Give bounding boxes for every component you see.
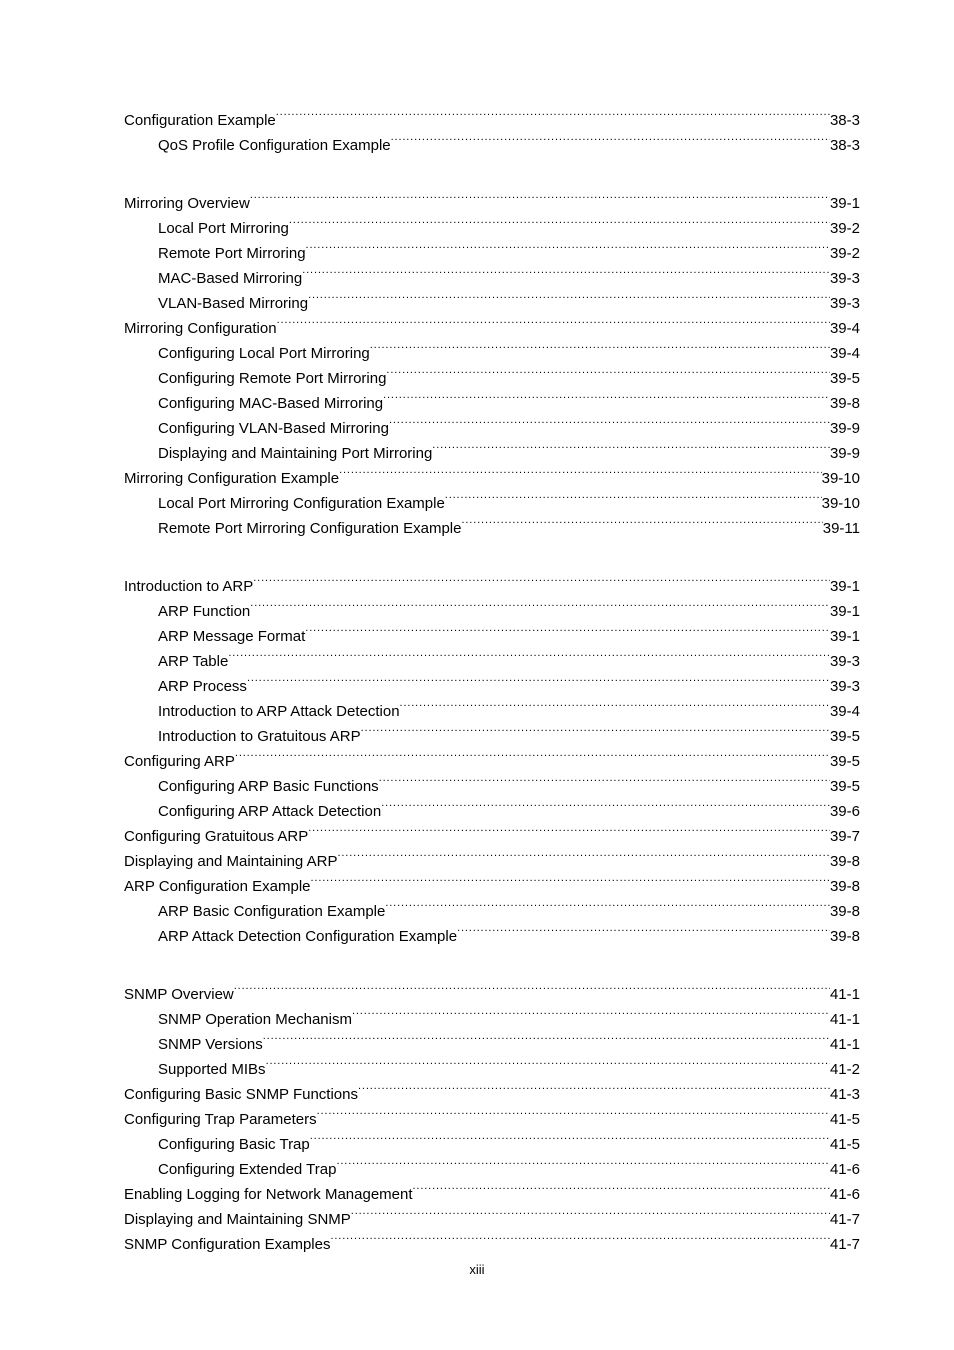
toc-entry-title: Configuring VLAN-Based Mirroring xyxy=(158,420,389,437)
toc-entry-page: 41-6 xyxy=(829,1161,860,1178)
toc-entry-title: Configuring Basic SNMP Functions xyxy=(124,1086,358,1103)
toc-entry-title: Configuration Example xyxy=(124,112,276,129)
toc-entry-title: ARP Attack Detection Configuration Example xyxy=(158,928,458,945)
toc-entry-page: 39-8 xyxy=(829,903,860,920)
toc-dot-leader xyxy=(308,816,830,841)
toc-entry-title: Displaying and Maintaining SNMP xyxy=(124,1211,351,1228)
toc-entry-page: 39-6 xyxy=(829,803,860,820)
toc-dot-leader xyxy=(457,916,830,941)
toc-entry-title: Introduction to ARP xyxy=(124,578,254,595)
toc-entry-page: 39-1 xyxy=(829,603,860,620)
toc-entry-page: 39-10 xyxy=(821,470,860,487)
toc-dot-leader xyxy=(400,691,830,716)
toc-dot-leader xyxy=(337,841,830,866)
toc-entry-title: SNMP Operation Mechanism xyxy=(158,1011,352,1028)
toc-entry-page: 39-3 xyxy=(829,270,860,287)
toc-entry-title: Local Port Mirroring xyxy=(158,220,289,237)
toc-entry-page: 41-3 xyxy=(829,1086,860,1103)
toc-entry-title: Configuring Local Port Mirroring xyxy=(158,345,370,362)
toc-entry-title: Configuring ARP xyxy=(124,753,235,770)
toc-entry-title: Configuring MAC-Based Mirroring xyxy=(158,395,384,412)
toc-entry-title: Enabling Logging for Network Management xyxy=(124,1186,413,1203)
toc-entry-title: Configuring Basic Trap xyxy=(158,1136,310,1153)
toc-entry-title: Introduction to Gratuitous ARP xyxy=(158,728,361,745)
toc-entry[interactable] xyxy=(124,100,860,129)
toc-entry-title: Configuring Gratuitous ARP xyxy=(124,828,309,845)
toc-section xyxy=(124,974,860,1253)
toc-entry-page: 39-5 xyxy=(829,370,860,387)
toc-dot-leader xyxy=(289,208,830,233)
toc-dot-leader xyxy=(228,641,830,666)
toc-entry-title: Configuring ARP Basic Functions xyxy=(158,778,379,795)
toc-entry-page: 39-11 xyxy=(822,520,860,537)
toc-entry-page: 39-10 xyxy=(821,495,860,512)
toc-entry-page: 39-7 xyxy=(829,828,860,845)
toc-dot-leader xyxy=(358,1074,830,1099)
toc-entry-page: 41-7 xyxy=(829,1211,860,1228)
toc-dot-leader xyxy=(385,891,830,916)
toc-entry-page: 39-4 xyxy=(829,703,860,720)
toc-entry-page: 39-1 xyxy=(829,578,860,595)
toc-entry[interactable] xyxy=(124,183,860,212)
toc-entry-page: 41-7 xyxy=(829,1236,860,1253)
toc-entry-page: 39-4 xyxy=(829,345,860,362)
toc-dot-leader xyxy=(432,433,830,458)
toc-dot-leader xyxy=(305,616,830,641)
toc-dot-leader xyxy=(317,1099,830,1124)
toc-entry-page: 38-3 xyxy=(829,137,860,154)
toc-dot-leader xyxy=(352,999,830,1024)
toc-dot-leader xyxy=(306,233,830,258)
toc-entry-title: Configuring Remote Port Mirroring xyxy=(158,370,387,387)
toc-entry-title: Introduction to ARP Attack Detection xyxy=(158,703,400,720)
toc-entry-title: Remote Port Mirroring Configuration Example xyxy=(158,520,462,537)
toc-dot-leader xyxy=(445,483,822,508)
toc-entry-page: 39-8 xyxy=(829,928,860,945)
toc-entry-page: 39-1 xyxy=(829,628,860,645)
toc-entry-title: Remote Port Mirroring xyxy=(158,245,306,262)
toc-entry-title: SNMP Versions xyxy=(158,1036,263,1053)
toc-dot-leader xyxy=(250,183,830,208)
toc-entry-title: QoS Profile Configuration Example xyxy=(158,137,391,154)
toc-dot-leader xyxy=(310,1124,830,1149)
toc-dot-leader xyxy=(361,716,830,741)
toc-dot-leader xyxy=(302,258,830,283)
toc-entry-page: 38-3 xyxy=(829,112,860,129)
toc-entry-page: 41-5 xyxy=(829,1111,860,1128)
toc-entry-title: Mirroring Configuration Example xyxy=(124,470,340,487)
toc-entry-title: SNMP Overview xyxy=(124,986,234,1003)
toc-entry-page: 39-8 xyxy=(829,395,860,412)
toc-entry-page: 41-1 xyxy=(829,1011,860,1028)
toc-entry-title: ARP Function xyxy=(158,603,251,620)
toc-dot-leader xyxy=(263,1024,830,1049)
toc-entry-title: Configuring Trap Parameters xyxy=(124,1111,317,1128)
toc-entry-page: 39-1 xyxy=(829,195,860,212)
toc-dot-leader xyxy=(336,1149,830,1174)
toc-entry-title: Displaying and Maintaining ARP xyxy=(124,853,338,870)
toc-dot-leader xyxy=(276,100,830,125)
toc-dot-leader xyxy=(381,791,830,816)
toc-section xyxy=(124,566,860,945)
toc-dot-leader xyxy=(235,741,830,766)
toc-entry-title: ARP Process xyxy=(158,678,247,695)
toc-entry-page: 39-4 xyxy=(829,320,860,337)
toc-entry-page: 41-1 xyxy=(829,986,860,1003)
toc-entry-title: ARP Table xyxy=(158,653,229,670)
toc-entry-title: MAC-Based Mirroring xyxy=(158,270,303,287)
toc-entry-page: 39-2 xyxy=(829,245,860,262)
table-of-contents xyxy=(124,100,860,1253)
toc-entry-page: 39-9 xyxy=(829,445,860,462)
toc-dot-leader xyxy=(266,1049,830,1074)
toc-subentry[interactable] xyxy=(124,999,860,1028)
toc-entry-page: 41-6 xyxy=(829,1186,860,1203)
toc-dot-leader xyxy=(370,333,830,358)
page-number: xiii xyxy=(469,1262,485,1277)
toc-entry-page: 39-8 xyxy=(829,853,860,870)
toc-dot-leader xyxy=(386,358,830,383)
toc-entry-title: Displaying and Maintaining Port Mirroring xyxy=(158,445,433,462)
toc-entry-page: 41-2 xyxy=(829,1061,860,1078)
toc-dot-leader xyxy=(379,766,830,791)
toc-dot-leader xyxy=(308,283,830,308)
toc-subentry[interactable] xyxy=(124,641,860,670)
toc-dot-leader xyxy=(461,508,822,533)
toc-dot-leader xyxy=(351,1199,830,1224)
toc-entry-title: ARP Configuration Example xyxy=(124,878,311,895)
toc-subentry[interactable] xyxy=(124,666,860,695)
toc-entry-title: Configuring ARP Attack Detection xyxy=(158,803,382,820)
toc-entry-page: 39-8 xyxy=(829,878,860,895)
toc-dot-leader xyxy=(383,383,830,408)
toc-entry-title: Mirroring Overview xyxy=(124,195,250,212)
toc-entry-title: VLAN-Based Mirroring xyxy=(158,295,309,312)
toc-dot-leader xyxy=(391,125,830,150)
toc-dot-leader xyxy=(339,458,822,483)
toc-entry-page: 39-9 xyxy=(829,420,860,437)
toc-entry-page: 39-3 xyxy=(829,653,860,670)
toc-dot-leader xyxy=(253,566,830,591)
toc-entry[interactable] xyxy=(124,566,860,595)
toc-dot-leader xyxy=(330,1224,829,1249)
toc-entry[interactable] xyxy=(124,741,860,770)
toc-section xyxy=(124,100,860,154)
toc-entry-page: 39-5 xyxy=(829,778,860,795)
toc-entry-title: Configuring Extended Trap xyxy=(158,1161,337,1178)
toc-entry-page: 39-5 xyxy=(829,753,860,770)
toc-dot-leader xyxy=(413,1174,830,1199)
toc-entry-page: 39-3 xyxy=(829,678,860,695)
toc-entry-title: ARP Message Format xyxy=(158,628,306,645)
toc-entry-page: 41-1 xyxy=(829,1036,860,1053)
toc-dot-leader xyxy=(277,308,830,333)
toc-entry-page: 41-5 xyxy=(829,1136,860,1153)
toc-dot-leader xyxy=(389,408,830,433)
toc-entry-title: Supported MIBs xyxy=(158,1061,266,1078)
toc-entry-page: 39-2 xyxy=(829,220,860,237)
toc-entry-title: Local Port Mirroring Configuration Example xyxy=(158,495,445,512)
toc-dot-leader xyxy=(311,866,830,891)
toc-dot-leader xyxy=(234,974,830,999)
toc-entry-title: ARP Basic Configuration Example xyxy=(158,903,386,920)
toc-dot-leader xyxy=(247,666,830,691)
toc-entry-page: 39-3 xyxy=(829,295,860,312)
toc-entry[interactable] xyxy=(124,974,860,1003)
toc-entry-title: SNMP Configuration Examples xyxy=(124,1236,331,1253)
toc-dot-leader xyxy=(250,591,830,616)
toc-section xyxy=(124,183,860,537)
toc-entry-page: 39-5 xyxy=(829,728,860,745)
toc-entry-title: Mirroring Configuration xyxy=(124,320,277,337)
